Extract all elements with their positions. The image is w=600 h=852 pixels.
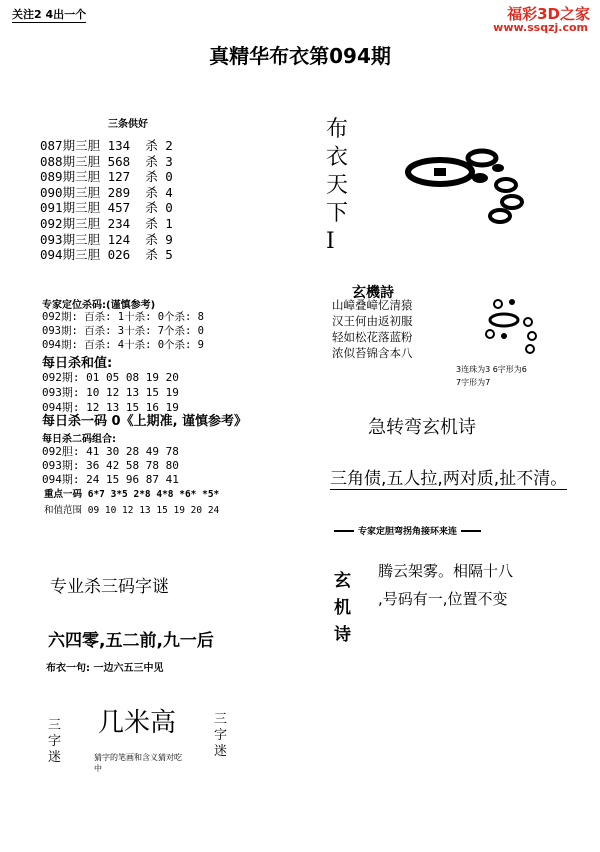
xuanji-poem	[332, 297, 413, 361]
list-item: 094期: 12 13 15 16 19	[42, 401, 179, 414]
buyi-vertical-title: 布衣天下Ⅰ	[326, 117, 349, 254]
expert-verse-line-1: 腾云架雾。相隔十八	[378, 562, 514, 580]
jizhuan-heading: 急转弯玄机诗	[368, 417, 476, 438]
table-row: 089期三胆 127 杀 0	[40, 169, 173, 185]
expert-verse-line-2: ,号码有一,位置不变	[378, 590, 508, 608]
table-row: 090期三胆 289 杀 4	[40, 184, 173, 200]
expert-kill-list	[42, 310, 204, 352]
daily-sum-list	[42, 370, 179, 415]
table-row: 094期三胆 026 杀 5	[40, 247, 173, 263]
daily-sum-heading: 每日杀和值:	[42, 356, 113, 371]
list-item: 093期: 10 12 13 15 19	[42, 386, 179, 399]
bead-pattern-icon	[482, 292, 552, 356]
zimi-poem: 六四零,五二前,九一后	[48, 631, 214, 651]
table-row: 092期三胆 234 杀 1	[40, 215, 173, 231]
banner-rule-left	[334, 530, 354, 532]
list-item: 093期: 百杀: 3十杀: 7个杀: 0	[42, 325, 205, 337]
daily-two-list	[42, 445, 179, 487]
zimi-right-label: 三字迷	[214, 712, 228, 759]
focus-code: 重点一码 6*7 3*5 2*8 4*8 *6* *5*	[44, 489, 220, 500]
follow-note: 关注2 4出一个	[12, 8, 87, 21]
table-row: 093期三胆 124 杀 9	[40, 231, 173, 247]
xuanji-side-label: 玄机诗	[334, 571, 351, 645]
sanzhen-table	[40, 138, 173, 263]
list-item: 094期: 24 15 96 87 41	[42, 473, 179, 486]
list-item: 094期: 百杀: 4十杀: 0个杀: 9	[42, 339, 205, 351]
pattern-note-2: 7字形为7	[456, 378, 491, 387]
jizhuan-riddle: 三角债,五人拉,两对质,扯不清。	[330, 464, 567, 490]
zimi-heading: 专业杀三码字谜	[50, 577, 169, 597]
list-item: 092期: 百杀: 1十杀: 0个杀: 8	[42, 311, 205, 323]
zimi-center-word: 几米高	[98, 708, 177, 738]
poem-line: 浓似苔锦含本八	[332, 346, 413, 360]
poem-line: 汉王何由返初服	[332, 314, 413, 328]
sum-range: 和值范围 09 10 12 13 15 19 20 24	[44, 505, 220, 516]
expert-verse-banner	[334, 524, 544, 537]
daily-one-heading: 每日杀一码 0《上期准, 谨慎参考》	[42, 414, 248, 429]
pattern-note-1: 3连珠为3 6字形为6	[456, 365, 527, 374]
poem-line: 山嶂叠嶂忆清猿	[332, 298, 413, 312]
page-title: 真精华布衣第094期	[209, 44, 391, 68]
coin-decoration-icon	[400, 130, 535, 230]
site-name[interactable]: 福彩3D之家	[507, 5, 590, 23]
site-url[interactable]: www.ssqzj.com	[493, 21, 588, 34]
zimi-center-note: 猜字的笔画和含义猜对吃中	[94, 753, 182, 773]
table-row: 087期三胆 134 杀 2	[40, 138, 173, 153]
poem-line: 轻如松花落蓝粉	[332, 330, 413, 344]
banner-text: 专家定胆弯拐角接环来连	[358, 527, 458, 537]
buyi-line: 布衣一句: 一边六五三中见	[46, 663, 164, 674]
daily-two-heading: 每日杀二码组合:	[42, 434, 116, 445]
sanzhen-heading: 三条供好	[108, 119, 148, 130]
table-row: 091期三胆 457 杀 0	[40, 200, 173, 216]
expert-kill-heading: 专家定位杀码:(谨慎参考)	[42, 300, 156, 311]
list-item: 092期: 01 05 08 19 20	[42, 371, 179, 384]
list-item: 093期: 36 42 58 78 80	[42, 459, 179, 472]
zimi-left-label: 三字迷	[48, 718, 62, 765]
list-item: 092胆: 41 30 28 49 78	[42, 445, 179, 458]
banner-rule-right	[461, 530, 481, 532]
table-row: 088期三胆 568 杀 3	[40, 153, 173, 169]
xuanji-heading: 玄機詩	[352, 285, 394, 301]
